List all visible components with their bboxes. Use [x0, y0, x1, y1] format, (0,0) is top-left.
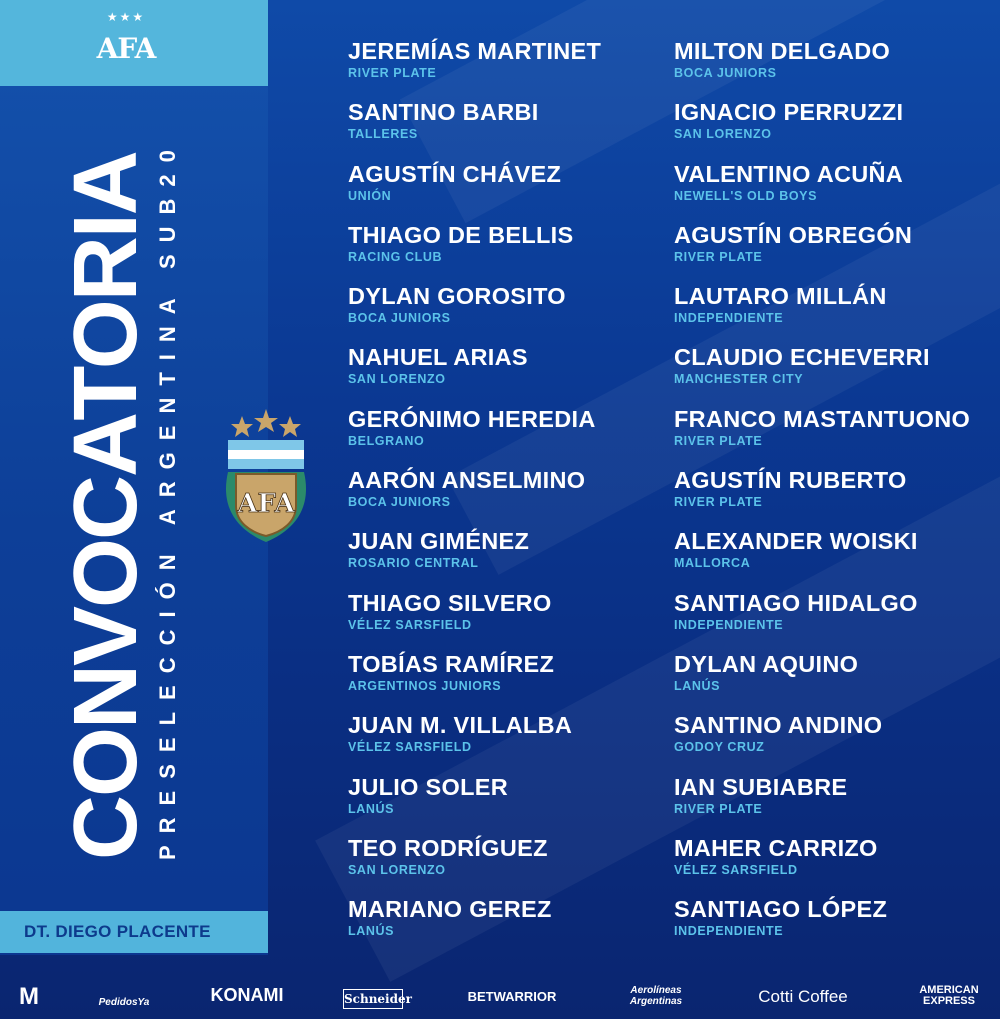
player-item: [674, 526, 970, 587]
player-club: RACING CLUB: [348, 249, 443, 264]
afa-crest-text: AFA: [237, 489, 295, 519]
player-item: [674, 833, 970, 894]
player-name: ALEXANDER WOISKI: [674, 528, 918, 555]
player-name: GERÓNIMO HEREDIA: [348, 405, 596, 432]
player-name: JEREMÍAS MARTINET: [348, 38, 602, 64]
mcdonalds-logo: M: [19, 983, 39, 1010]
player-club: TALLERES: [348, 127, 418, 142]
player-item: [348, 649, 601, 710]
player-name: JULIO SOLER: [348, 773, 508, 800]
player-item: [348, 588, 601, 649]
player-club: VÉLEZ SARSFIELD: [674, 862, 798, 877]
player-item: [674, 97, 970, 158]
player-item: [674, 220, 970, 281]
player-item: [348, 710, 601, 771]
player-item: [348, 894, 601, 955]
player-item: [348, 342, 601, 403]
coach-label: DT. DIEGO PLACENTE: [24, 922, 211, 941]
page-subtitle: PRESELECCIÓN ARGENTINA SUB20: [155, 138, 180, 860]
schneider-logo: Schneider: [343, 989, 403, 1009]
player-club: BOCA JUNIORS: [348, 495, 451, 510]
player-club: LANÚS: [674, 678, 721, 693]
player-name: SANTINO ANDINO: [674, 712, 883, 739]
player-name: THIAGO SILVERO: [348, 589, 552, 616]
player-item: [348, 281, 601, 342]
player-list-left: [348, 36, 601, 955]
player-name: AGUSTÍN OBREGÓN: [674, 221, 913, 248]
left-panel: [0, 0, 295, 955]
player-name: CLAUDIO ECHEVERRI: [674, 344, 930, 371]
player-club: SAN LORENZO: [348, 862, 446, 877]
afa-top-bar: [0, 0, 268, 86]
player-name: AGUSTÍN RUBERTO: [674, 467, 907, 494]
stars-icon: ★★★: [106, 10, 146, 24]
player-name: DYLAN GOROSITO: [348, 283, 566, 310]
pedidosya-logo: PedidosYa: [98, 997, 150, 1008]
player-name: DYLAN AQUINO: [674, 650, 859, 677]
player-club: BOCA JUNIORS: [674, 66, 777, 80]
konami-logo: KONAMI: [210, 985, 284, 1005]
player-club: NEWELL'S OLD BOYS: [674, 188, 818, 203]
player-club: GODOY CRUZ: [674, 740, 765, 755]
player-club: BOCA JUNIORS: [348, 311, 451, 326]
player-name: MILTON DELGADO: [674, 38, 891, 64]
player-item: [674, 772, 970, 833]
player-item: [348, 465, 601, 526]
aerolineas-logo: Aerolíneas Argentinas: [629, 985, 683, 1007]
player-item: [674, 404, 970, 465]
player-name: SANTIAGO LÓPEZ: [674, 896, 888, 923]
player-club: MANCHESTER CITY: [674, 372, 804, 387]
player-club: RIVER PLATE: [674, 249, 763, 264]
afa-crest-icon: [218, 408, 314, 550]
player-name: SANTIAGO HIDALGO: [674, 589, 918, 616]
player-club: ROSARIO CENTRAL: [348, 556, 479, 571]
player-name: MAHER CARRIZO: [674, 834, 878, 861]
player-club: RIVER PLATE: [674, 433, 763, 448]
player-name: NAHUEL ARIAS: [348, 344, 528, 371]
player-club: VÉLEZ SARSFIELD: [348, 617, 472, 632]
player-club: LANÚS: [348, 801, 395, 816]
player-name: IGNACIO PERRUZZI: [674, 99, 904, 126]
player-item: [674, 588, 970, 649]
player-item: [348, 36, 601, 97]
page-title: CONVOCATORIA: [56, 152, 156, 860]
player-name: JUAN GIMÉNEZ: [348, 528, 530, 555]
player-name: AARÓN ANSELMINO: [348, 467, 586, 494]
betwarrior-logo: BETWARRIOR: [467, 989, 557, 1004]
cotti-coffee-logo: Cotti Coffee: [758, 987, 848, 1006]
player-item: [348, 97, 601, 158]
afa-crest: [218, 408, 314, 550]
player-item: [674, 894, 970, 955]
player-name: JUAN M. VILLALBA: [348, 712, 573, 739]
player-list-right: [674, 36, 970, 955]
sponsor-bar: [0, 975, 1000, 1019]
player-club: INDEPENDIENTE: [674, 311, 784, 326]
afa-logo-top: [96, 10, 156, 74]
player-club: RIVER PLATE: [348, 66, 437, 80]
player-club: LANÚS: [348, 924, 395, 939]
player-name: IAN SUBIABRE: [674, 773, 848, 800]
player-name: VALENTINO ACUÑA: [674, 160, 904, 187]
player-name: FRANCO MASTANTUONO: [674, 405, 971, 432]
player-item: [674, 281, 970, 342]
player-item: [674, 159, 970, 220]
afa-logo-text: AFA: [96, 32, 156, 65]
player-name: TOBÍAS RAMÍREZ: [348, 650, 555, 677]
player-club: ARGENTINOS JUNIORS: [348, 678, 502, 693]
player-item: [674, 465, 970, 526]
player-item: [674, 342, 970, 403]
player-name: SANTINO BARBI: [348, 99, 539, 126]
player-club: RIVER PLATE: [674, 801, 763, 816]
player-item: [348, 526, 601, 587]
player-club: MALLORCA: [674, 556, 751, 571]
player-item: [348, 772, 601, 833]
player-club: RIVER PLATE: [674, 495, 763, 510]
player-name: THIAGO DE BELLIS: [348, 221, 574, 248]
player-club: SAN LORENZO: [348, 372, 446, 387]
player-club: SAN LORENZO: [674, 127, 772, 142]
player-club: INDEPENDIENTE: [674, 924, 784, 939]
player-item: [348, 220, 601, 281]
player-club: UNIÓN: [348, 188, 392, 203]
player-club: VÉLEZ SARSFIELD: [348, 740, 472, 755]
player-item: [348, 833, 601, 894]
player-item: [674, 710, 970, 771]
player-name: LAUTARO MILLÁN: [674, 283, 887, 310]
player-item: [348, 404, 601, 465]
player-name: MARIANO GEREZ: [348, 896, 552, 923]
player-name: AGUSTÍN CHÁVEZ: [348, 160, 562, 187]
player-club: INDEPENDIENTE: [674, 617, 784, 632]
player-club: BELGRANO: [348, 433, 425, 448]
coach-bar: [0, 911, 268, 953]
player-item: [674, 36, 970, 97]
player-item: [674, 649, 970, 710]
player-name: TEO RODRÍGUEZ: [348, 834, 548, 861]
player-item: [348, 159, 601, 220]
american-express-logo: AMERICAN EXPRESS: [919, 984, 979, 1007]
